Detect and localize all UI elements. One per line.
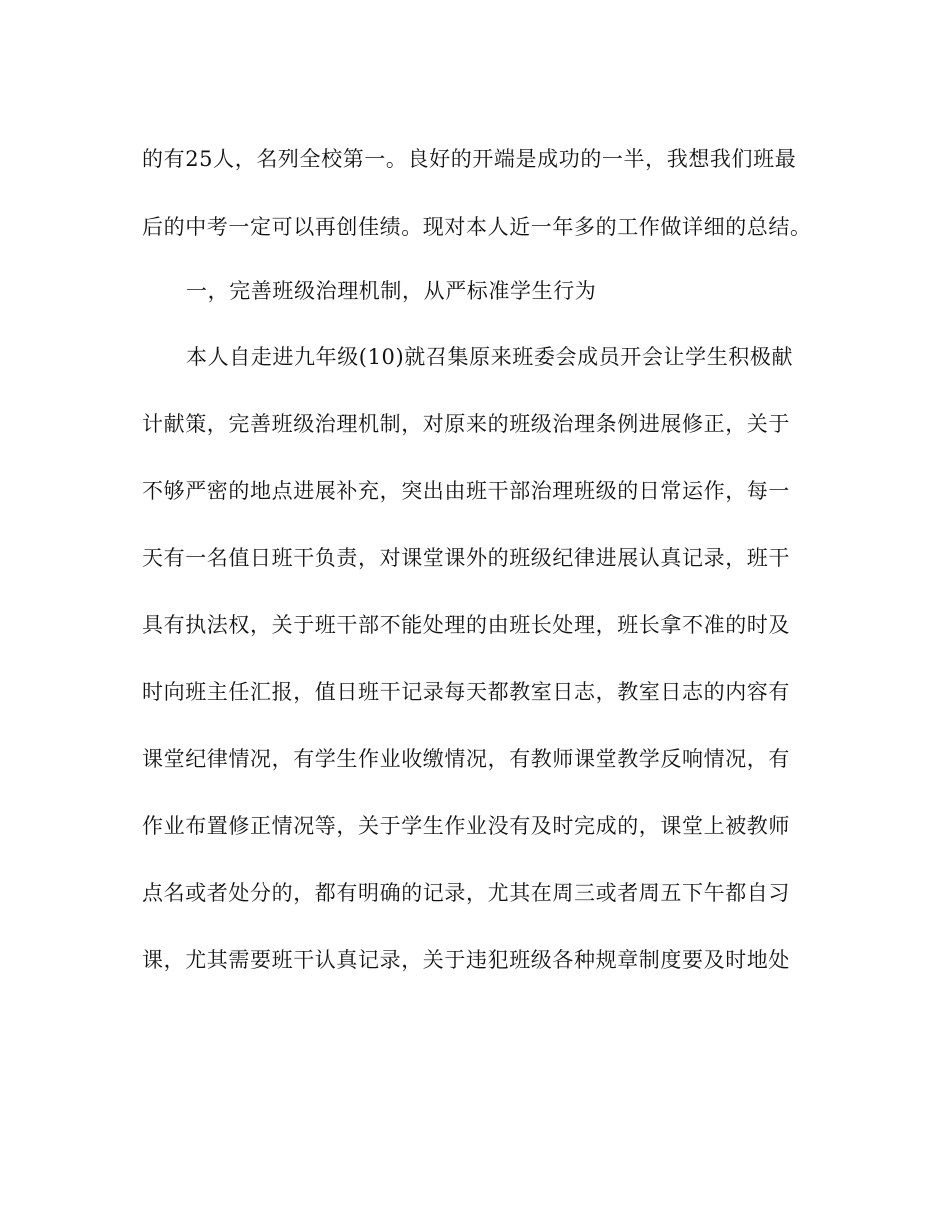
text-line: 计献策，完善班级治理机制，对原来的班级治理条例进展修正，关于	[142, 412, 790, 436]
text-line: 课堂纪律情况，有学生作业收缴情况，有教师课堂教学反响情况，有	[142, 747, 790, 771]
text-line: 课，尤其需要班干认真记录，关于违犯班级各种规章制度要及时地处	[142, 948, 790, 972]
text-line: 时向班主任汇报，值日班干记录每天都教室日志，教室日志的内容有	[142, 680, 790, 704]
text-line: 不够严密的地点进展补充，突出由班干部治理班级的日常运作，每一	[142, 479, 790, 503]
text-line: 点名或者处分的，都有明确的记录，尤其在周三或者周五下午都自习	[142, 881, 790, 905]
text-line: 作业布置修正情况等，关于学生作业没有及时完成的，课堂上被教师	[142, 814, 790, 838]
text-line: 本人自走进九年级(10)就召集原来班委会成员开会让学生积极献	[186, 345, 794, 369]
text-line: 具有执法权，关于班干部不能处理的由班长处理，班长拿不准的时及	[142, 613, 790, 637]
text-line: 天有一名值日班干负责，对课堂课外的班级纪律进展认真记录，班干	[142, 546, 790, 570]
text-line: 的有25人，名列全校第一。良好的开端是成功的一半，我想我们班最	[142, 147, 797, 171]
text-line: 后的中考一定可以再创佳绩。现对本人近一年多的工作做详细的总结。	[142, 215, 812, 239]
section-heading: 一，完善班级治理机制，从严标准学生行为	[186, 279, 597, 303]
